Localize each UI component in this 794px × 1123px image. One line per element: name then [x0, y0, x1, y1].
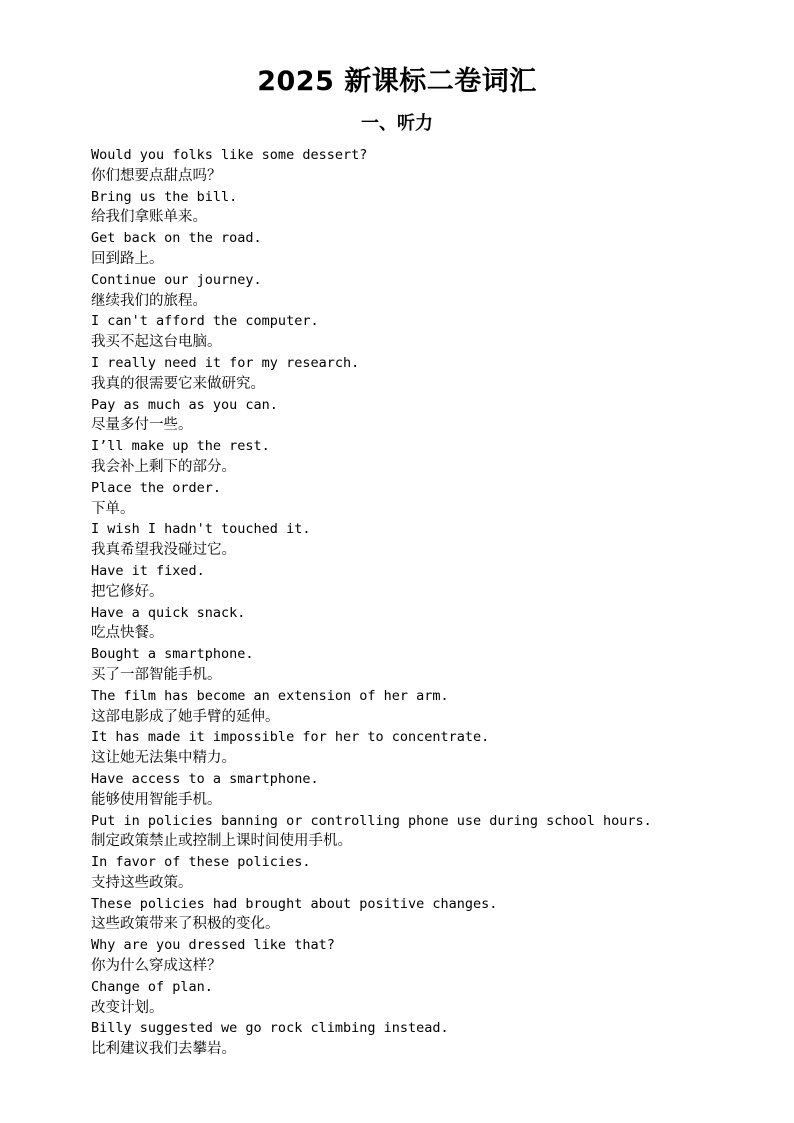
chinese-translation: 这些政策带来了积极的变化。 — [91, 916, 280, 933]
chinese-translation: 这部电影成了她手臂的延伸。 — [91, 708, 280, 725]
chinese-translation: 比利建议我们去攀岩。 — [91, 1041, 236, 1058]
english-phrase: Have access to a smartphone. — [91, 770, 319, 787]
english-phrase: Change of plan. — [91, 978, 213, 995]
english-phrase: Get back on the road. — [91, 230, 262, 247]
document-title: 2025 新课标二卷词汇 — [257, 66, 537, 97]
english-phrase: Bought a smartphone. — [91, 646, 254, 663]
english-phrase: Continue our journey. — [91, 271, 262, 288]
english-phrase: Pay as much as you can. — [91, 396, 278, 413]
chinese-translation: 制定政策禁止或控制上课时间使用手机。 — [91, 833, 352, 850]
english-phrase: Would you folks like some dessert? — [91, 147, 368, 163]
chinese-translation: 下单。 — [91, 500, 135, 517]
english-phrase: The film has become an extension of her arm. — [91, 687, 449, 704]
chinese-translation: 把它修好。 — [91, 583, 164, 600]
chinese-translation: 给我们拿账单来。 — [91, 209, 207, 226]
english-phrase: I can't afford the computer. — [91, 313, 319, 330]
english-phrase: Put in policies banning or controlling phone use during school hours. — [91, 812, 652, 829]
chinese-translation: 我真希望我没碰过它。 — [91, 542, 236, 559]
chinese-translation: 我买不起这台电脑。 — [91, 334, 222, 351]
english-phrase: Have a quick snack. — [91, 604, 246, 621]
english-phrase: Why are you dressed like that? — [91, 937, 335, 954]
chinese-translation: 我会补上剩下的部分。 — [91, 458, 236, 475]
english-phrase: Bring us the bill. — [91, 188, 238, 205]
chinese-translation: 继续我们的旅程。 — [91, 292, 207, 309]
english-phrase: I really need it for my research. — [91, 354, 360, 371]
english-phrase: In favor of these policies. — [91, 854, 311, 871]
english-phrase: It has made it impossible for her to concentrate. — [91, 729, 490, 746]
chinese-translation: 支持这些政策。 — [91, 874, 193, 891]
english-phrase: Billy suggested we go rock climbing instead. — [91, 1020, 449, 1037]
chinese-translation: 能够使用智能手机。 — [91, 791, 222, 808]
chinese-translation: 你为什么穿成这样？ — [91, 958, 222, 975]
english-phrase: Place the order. — [91, 479, 222, 496]
chinese-translation: 我真的很需要它来做研究。 — [91, 375, 265, 392]
chinese-translation: 回到路上。 — [91, 250, 164, 267]
english-phrase: Have it fixed. — [91, 562, 205, 579]
section-heading: 一、听力 — [361, 113, 433, 134]
english-phrase: These policies had brought about positive changes. — [91, 895, 498, 912]
chinese-translation: 尽量多付一些。 — [91, 417, 193, 434]
english-phrase: I’ll make up the rest. — [91, 438, 270, 455]
chinese-translation: 这让她无法集中精力。 — [91, 750, 236, 767]
chinese-translation: 你们想要点甜点吗？ — [91, 167, 222, 184]
phrase-list — [91, 145, 781, 1060]
chinese-translation: 买了一部智能手机。 — [91, 666, 222, 683]
chinese-translation: 改变计划。 — [91, 999, 164, 1016]
chinese-translation: 吃点快餐。 — [91, 625, 164, 642]
english-phrase: I wish I hadn't touched it. — [91, 521, 311, 538]
